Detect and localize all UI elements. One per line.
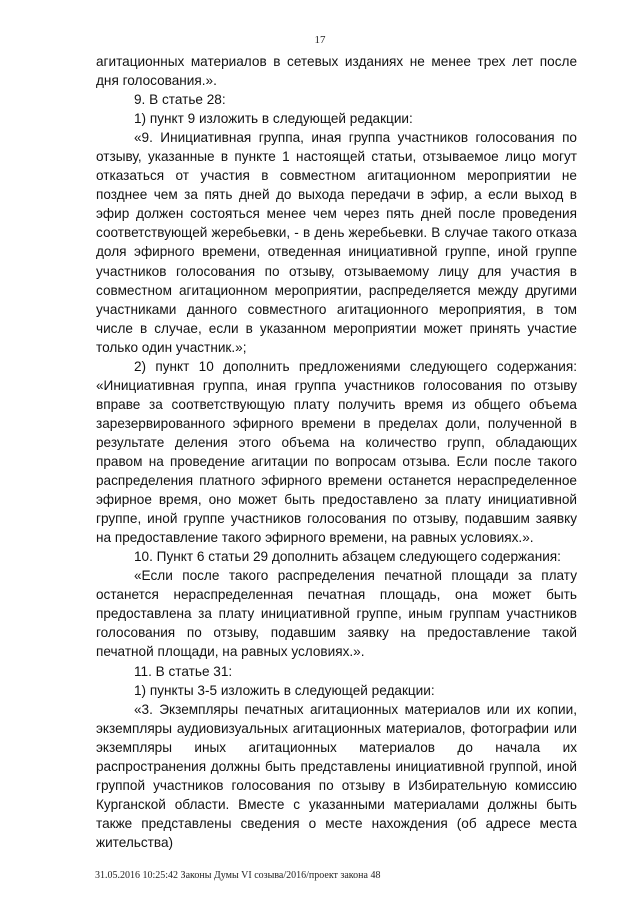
document-footer: 31.05.2016 10:25:42 Законы Думы VI созыва/2016/проект закона 48 [95, 870, 381, 881]
paragraph-10: «3. Экземпляры печатных агитационных материалов или их копии, экземпляры аудиовизуальных агитационных материалов, фотографии или экземпляры иных агитационных материалов до начала их распространения должны быть представлены инициативной группой, иной группой участников голосования по отзыву в Избирательную комиссию Курганской области. Вместе с указанными материалами должны быть также представлены сведения о месте нахождения (об адресе места жительства) [96, 701, 577, 850]
paragraph-1: агитационных материалов в сетевых изданиях не менее трех лет после дня голосования.». [96, 54, 577, 89]
paragraph-3: 1) пункт 9 изложить в следующей редакции: [134, 111, 413, 127]
paragraph-6: 10. Пункт 6 статьи 29 дополнить абзацем следующего содержания: [134, 549, 561, 565]
paragraph-7: «Если после такого распределения печатной площади за плату останется нераспределенная печатная площадь, она может быть предоставлена за плату инициативной группе, иным группам участников голосования по отзыву, подавшим заявку на предоставление такой печатной площади, на равных условиях.». [96, 568, 577, 660]
paragraph-8: 11. В статье 31: [134, 663, 233, 679]
document-body [96, 52, 577, 852]
paragraph-4: «9. Инициативная группа, иная группа участников голосования по отзыву, указанные в пункте 1 настоящей статьи, отзываемое лицо могут отказаться от участия в совместном агитационном мероприятии не позднее чем за пять дней до выхода передачи в эфир, а если выход в эфир должен состояться менее чем через пять дней после проведения соответствующей жеребьевки, - в день жеребьевки. В случае такого отказа доля эфирного времени, отведенная инициативной группе, иной группе участников голосования по отзыву, отзываемому лицу для участия в совместном агитационном мероприятии, распределяется между другими участниками данного совместного агитационного мероприятия, в том числе в случае, если в указанном мероприятии может принять участие только один участник.»; [96, 130, 577, 355]
paragraph-9: 1) пункты 3-5 изложить в следующей редакции: [134, 682, 435, 698]
page-number: 17 [314, 34, 326, 46]
paragraph-2: 9. В статье 28: [134, 92, 226, 108]
paragraph-5: 2) пункт 10 дополнить предложениями следующего содержания: «Инициативная группа, иная группа участников голосования по отзыву вправе за соответствующую плату получить время из общего объема зарезервированного эфирного времени в пределах доли, полученной в результате деления этого объема на количество групп, обладающих правом на проведение агитации по вопросам отзыва. Если после такого распределения платного эфирного времени останется нераспределенное эфирное время, оно может быть предоставлено за плату инициативной группе, иной группе участников голосования по отзыву, подавшим заявку на предоставление такого эфирного времени, на равных условиях.». [96, 358, 577, 546]
